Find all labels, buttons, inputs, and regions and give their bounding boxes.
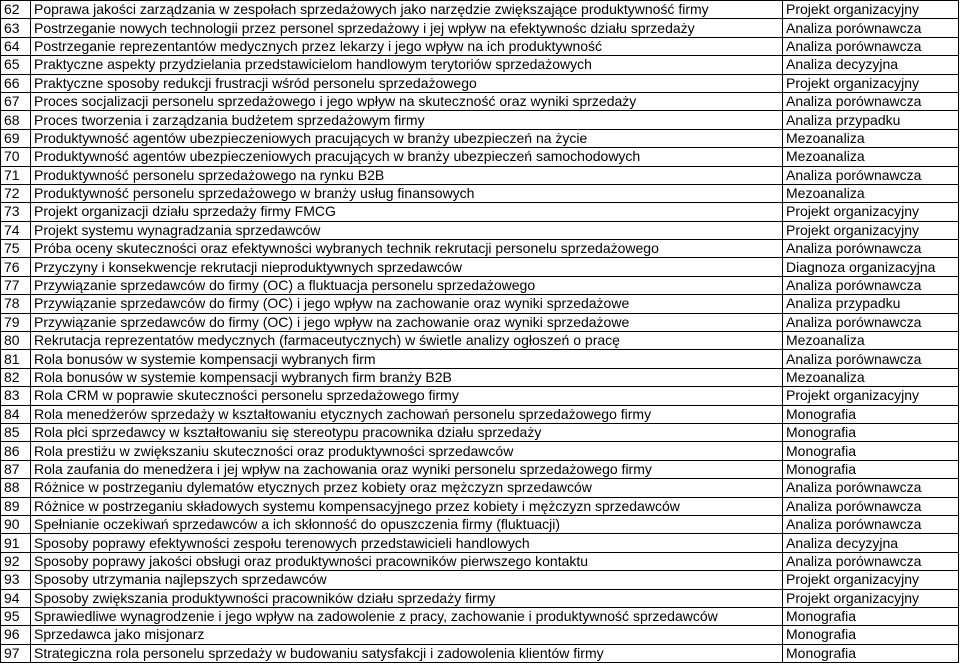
row-number: 67 [1,92,31,110]
topic-title: Przywiązanie sprzedawców do firmy (OC) i jego wpływ na zachowanie oraz wyniki sprzedażowe [31,295,783,313]
topic-type: Analiza porównawcza [783,37,959,55]
topic-title: Sposoby zwiększania produktywności pracowników działu sprzedaży firmy [31,589,783,607]
topic-title: Różnice w postrzeganiu dylematów etycznych przez kobiety oraz mężczyzn sprzedawców [31,479,783,497]
row-number: 86 [1,442,31,460]
topic-title: Rola menedżerów sprzedaży w kształtowaniu etycznych zachowań personelu sprzedażowego firmy [31,405,783,423]
table-row [1,442,959,460]
topic-title: Różnice w postrzeganiu składowych systemu kompensacyjnego przez kobiety i mężczyzn sprzedawców [31,497,783,515]
row-number: 93 [1,571,31,589]
table-row [1,74,959,92]
row-number: 87 [1,460,31,478]
row-number: 63 [1,19,31,37]
table-row [1,221,959,239]
topic-type: Monografia [783,405,959,423]
topic-title: Rola CRM w poprawie skuteczności personelu sprzedażowego firmy [31,387,783,405]
topic-type: Analiza porównawcza [783,313,959,331]
topic-type: Mezoanaliza [783,184,959,202]
row-number: 91 [1,534,31,552]
topic-title: Próba oceny skuteczności oraz efektywności wybranych technik rekrutacji personelu sprzedażowego [31,240,783,258]
topic-type: Mezoanaliza [783,129,959,147]
row-number: 78 [1,295,31,313]
table-row [1,626,959,644]
topic-type: Monografia [783,442,959,460]
table-row [1,515,959,533]
topic-title: Przywiązanie sprzedawców do firmy (OC) i jego wpływ na zachowanie oraz wyniki sprzedażowe [31,313,783,331]
table-row [1,571,959,589]
topic-title: Rola bonusów w systemie kompensacji wybranych firm branży B2B [31,368,783,386]
topic-title: Sprawiedliwe wynagrodzenie i jego wpływ na zadowolenie z pracy, zachowanie i produktywność sprzedawców [31,607,783,625]
row-number: 89 [1,497,31,515]
table-row [1,1,959,19]
table-row [1,644,959,662]
topic-type: Mezoanaliza [783,368,959,386]
row-number: 69 [1,129,31,147]
topic-title: Postrzeganie reprezentantów medycznych przez lekarzy i jego wpływ na ich produktywność [31,37,783,55]
topic-type: Analiza porównawcza [783,276,959,294]
topic-type: Analiza decyzyjna [783,56,959,74]
table-row [1,460,959,478]
table-row [1,166,959,184]
row-number: 64 [1,37,31,55]
row-number: 94 [1,589,31,607]
row-number: 66 [1,74,31,92]
table-row [1,497,959,515]
row-number: 68 [1,111,31,129]
row-number: 80 [1,332,31,350]
topic-title: Projekt systemu wynagradzania sprzedawców [31,221,783,239]
table-row [1,240,959,258]
table-row [1,129,959,147]
table-row [1,387,959,405]
table-row [1,313,959,331]
table-row [1,552,959,570]
table-row [1,479,959,497]
topic-type: Monografia [783,460,959,478]
topic-type: Projekt organizacyjny [783,221,959,239]
topic-title: Produktywność agentów ubezpieczeniowych pracujących w branży ubezpieczeń na życie [31,129,783,147]
topic-type: Mezoanaliza [783,148,959,166]
topic-type: Diagnoza organizacyjna [783,258,959,276]
table-row [1,607,959,625]
topic-type: Analiza przypadku [783,295,959,313]
topic-title: Praktyczne aspekty przydzielania przedstawicielom handlowym terytoriów sprzedażowych [31,56,783,74]
topic-type: Monografia [783,626,959,644]
topic-title: Proces socjalizacji personelu sprzedażowego i jego wpływ na skuteczność oraz wyniki sprzedaży [31,92,783,110]
row-number: 97 [1,644,31,662]
topic-title: Proces tworzenia i zarządzania budżetem sprzedażowym firmy [31,111,783,129]
row-number: 79 [1,313,31,331]
table-row [1,56,959,74]
row-number: 84 [1,405,31,423]
topic-title: Rola bonusów w systemie kompensacji wybranych firm [31,350,783,368]
topic-type: Analiza porównawcza [783,552,959,570]
table-row [1,350,959,368]
topic-title: Praktyczne sposoby redukcji frustracji wśród personelu sprzedażowego [31,74,783,92]
topic-type: Projekt organizacyjny [783,1,959,19]
topic-title: Rola prestiżu w zwiększaniu skuteczności oraz produktywności sprzedawców [31,442,783,460]
topic-type: Analiza porównawcza [783,515,959,533]
topic-type: Monografia [783,423,959,441]
topic-type: Monografia [783,644,959,662]
row-number: 71 [1,166,31,184]
row-number: 81 [1,350,31,368]
table-row [1,423,959,441]
topic-type: Analiza decyzyjna [783,534,959,552]
topic-type: Analiza porównawcza [783,350,959,368]
topic-type: Projekt organizacyjny [783,387,959,405]
table-row [1,92,959,110]
row-number: 83 [1,387,31,405]
topic-type: Analiza porównawcza [783,479,959,497]
row-number: 76 [1,258,31,276]
row-number: 75 [1,240,31,258]
topic-type: Analiza porównawcza [783,240,959,258]
topic-title: Strategiczna rola personelu sprzedaży w budowaniu satysfakcji i zadowolenia klientów firmy [31,644,783,662]
topic-type: Projekt organizacyjny [783,589,959,607]
table-row [1,184,959,202]
topic-title: Postrzeganie nowych technologii przez personel sprzedażowy i jej wpływ na efektywnośc działu sprzedaży [31,19,783,37]
row-number: 65 [1,56,31,74]
table-row [1,589,959,607]
table-row [1,37,959,55]
topic-title: Sposoby poprawy jakości obsługi oraz produktywności pracowników pierwszego kontaktu [31,552,783,570]
topic-type: Analiza porównawcza [783,19,959,37]
topics-table-body [1,1,959,663]
row-number: 74 [1,221,31,239]
topic-type: Monografia [783,607,959,625]
row-number: 82 [1,368,31,386]
topic-title: Przyczyny i konsekwencje rekrutacji nieproduktywnych sprzedawców [31,258,783,276]
table-row [1,19,959,37]
row-number: 88 [1,479,31,497]
row-number: 90 [1,515,31,533]
topic-type: Analiza porównawcza [783,497,959,515]
topic-title: Poprawa jakości zarządzania w zespołach sprzedażowych jako narzędzie zwiększające produktywność firmy [31,1,783,19]
table-row [1,405,959,423]
row-number: 85 [1,423,31,441]
topic-title: Produktywność agentów ubezpieczeniowych pracujących w branży ubezpieczeń samochodowych [31,148,783,166]
topic-type: Projekt organizacyjny [783,74,959,92]
topic-type: Projekt organizacyjny [783,571,959,589]
row-number: 77 [1,276,31,294]
topic-type: Analiza porównawcza [783,92,959,110]
topic-type: Analiza porównawcza [783,166,959,184]
table-row [1,534,959,552]
table-row [1,295,959,313]
row-number: 92 [1,552,31,570]
row-number: 70 [1,148,31,166]
topic-title: Sposoby utrzymania najlepszych sprzedawców [31,571,783,589]
topic-title: Projekt organizacji działu sprzedaży firmy FMCG [31,203,783,221]
table-row [1,276,959,294]
table-row [1,203,959,221]
topic-type: Projekt organizacyjny [783,203,959,221]
row-number: 73 [1,203,31,221]
topic-type: Analiza przypadku [783,111,959,129]
row-number: 96 [1,626,31,644]
table-row [1,258,959,276]
table-row [1,368,959,386]
topic-title: Spełnianie oczekiwań sprzedawców a ich skłonność do opuszczenia firmy (fluktuacji) [31,515,783,533]
topic-type: Mezoanaliza [783,332,959,350]
topic-title: Produktywność personelu sprzedażowego na rynku B2B [31,166,783,184]
topic-title: Przywiązanie sprzedawców do firmy (OC) a fluktuacja personelu sprzedażowego [31,276,783,294]
row-number: 62 [1,1,31,19]
table-row [1,148,959,166]
topic-title: Rola płci sprzedawcy w kształtowaniu się stereotypu pracownika działu sprzedaży [31,423,783,441]
row-number: 72 [1,184,31,202]
topic-title: Rola zaufania do menedżera i jej wpływ na zachowania oraz wyniki personelu sprzedażowego firmy [31,460,783,478]
table-row [1,111,959,129]
topic-title: Rekrutacja reprezentatów medycznych (farmaceutycznych) w świetle analizy ogłoszeń o pracę [31,332,783,350]
row-number: 95 [1,607,31,625]
topic-title: Sprzedawca jako misjonarz [31,626,783,644]
table-row [1,332,959,350]
topic-title: Produktywność personelu sprzedażowego w branży usług finansowych [31,184,783,202]
topic-title: Sposoby poprawy efektywności zespołu terenowych przedstawicieli handlowych [31,534,783,552]
